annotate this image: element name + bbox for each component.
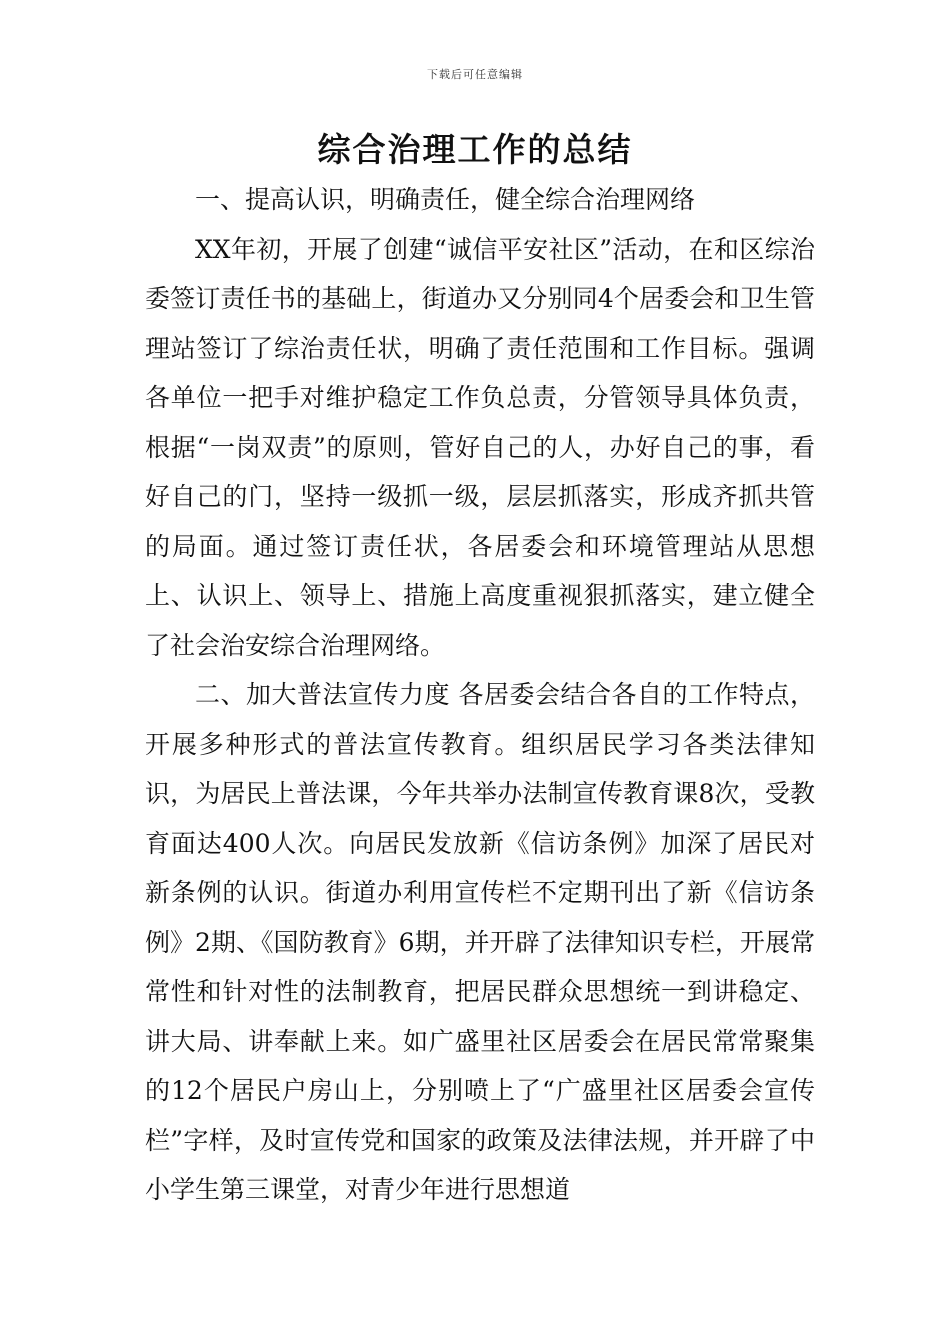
page-header-note: 下载后可任意编辑 [427, 68, 523, 81]
paragraph-2: 二、加大普法宣传力度 各居委会结合各自的工作特点，开展多种形式的普法宣传教育。组织居民学习各类法律知识，为居民上普法课，今年共举办法制宣传教育课8次，受教育面达400人次。向居民发放新《信访条例》加深了居民对新条例的认识。街道办利用宣传栏不定期刊出了新《信访条例》2期、《国防教育》6期，并开辟了法律知识专栏，开展常常性和针对性的法制教育，把居民群众思想统一到讲稳定、讲大局、讲奉献上来。如广盛里社区居委会在居民常常聚集的12个居民户房山上，分别喷上了“广盛里社区居委会宣传栏”字样，及时宣传党和国家的政策及法律法规，并开辟了中小学生第三课堂，对青少年进行思想道 [145, 680, 815, 1204]
document-body [145, 175, 815, 1215]
paragraph-1: XX年初，开展了创建“诚信平安社区”活动，在和区综治委签订责任书的基础上，街道办又分别同4个居委会和卫生管理站签订了综治责任状，明确了责任范围和工作目标。强调各单位一把手对维护稳定工作负总责，分管领导具体负责，根据“一岗双责”的原则，管好自己的人，办好自己的事，看好自己的门，坚持一级抓一级，层层抓落实，形成齐抓共管的局面。通过签订责任状，各居委会和环境管理站从思想上、认识上、领导上、措施上高度重视狠抓落实，建立健全了社会治安综合治理网络。 [145, 234, 815, 660]
section-heading-1: 一、提高认识，明确责任，健全综合治理网络 [195, 185, 696, 214]
document-title: 综合治理工作的总结 [317, 130, 633, 169]
